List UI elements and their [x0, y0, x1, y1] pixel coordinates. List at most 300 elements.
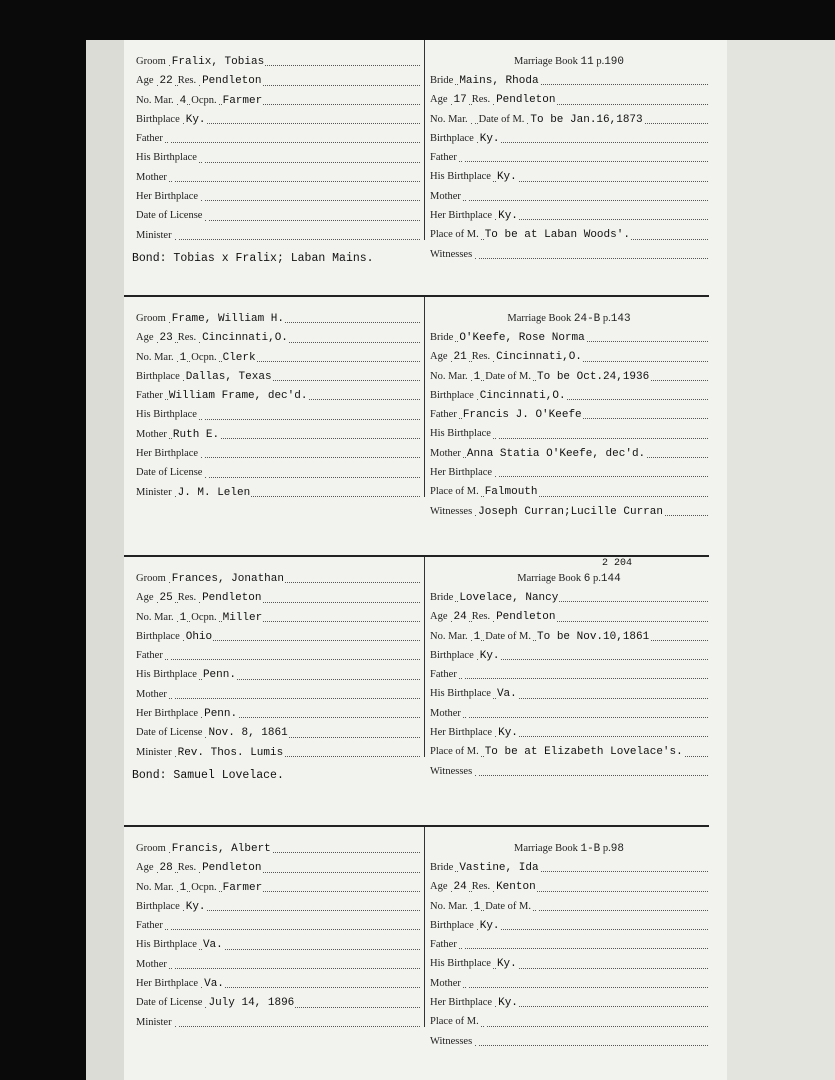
- field-row: [136, 129, 420, 148]
- field-label: Father: [430, 152, 457, 164]
- field-row: [136, 309, 420, 328]
- field-value: [177, 1017, 179, 1029]
- field-row: [136, 91, 420, 110]
- field-row: [136, 878, 420, 897]
- field-label: Mother: [136, 958, 167, 970]
- field-value: Farmer: [222, 881, 263, 894]
- field-label: Place of M.: [430, 746, 479, 758]
- field-label: Birthplace: [136, 900, 180, 912]
- field-label: Her Birthplace: [136, 191, 199, 203]
- field-value: Pendleton: [202, 75, 262, 88]
- field-row: [430, 71, 708, 90]
- bond-line: [132, 769, 284, 782]
- bride-column: [430, 839, 708, 1051]
- field-row: [430, 386, 708, 405]
- field-value: Ky.: [498, 727, 518, 740]
- field-label: Groom: [136, 573, 166, 584]
- field-value: 24: [453, 881, 467, 894]
- field-value: Mains, Rhoda: [459, 75, 539, 87]
- field-label: p.: [602, 313, 611, 324]
- field-row: [430, 167, 708, 186]
- field-row: [430, 684, 708, 703]
- field-label: Res.: [177, 592, 197, 604]
- field-label: His Birthplace: [136, 409, 197, 421]
- field-value: Ky.: [498, 210, 518, 223]
- field-value: [168, 650, 170, 662]
- field-value: [203, 191, 205, 203]
- field-value: 28: [159, 862, 173, 875]
- field-row: [136, 226, 420, 245]
- field-row: [430, 897, 708, 916]
- field-row: [136, 685, 420, 704]
- field-value: [168, 133, 170, 145]
- field-label: Mother: [136, 428, 167, 440]
- field-value: Rev. Thos. Lumis: [177, 746, 284, 759]
- field-value: 21: [453, 351, 467, 364]
- page-number: 190: [604, 56, 624, 68]
- field-value: [462, 669, 464, 681]
- field-label: Bride: [430, 332, 454, 343]
- field-label: Date of License: [136, 997, 203, 1009]
- field-row: [136, 1013, 420, 1032]
- field-label: His Birthplace: [430, 688, 491, 700]
- field-row: [430, 347, 708, 366]
- bond-label: Bond:: [132, 252, 167, 265]
- book-number: 6: [583, 573, 591, 585]
- page-number: 143: [610, 313, 631, 325]
- field-label: Date of M.: [478, 113, 525, 125]
- field-row: [430, 607, 708, 626]
- field-label: Minister: [136, 486, 172, 498]
- field-row: [136, 168, 420, 187]
- field-label: Res.: [471, 881, 491, 893]
- field-label: Age: [136, 75, 154, 87]
- field-row: [430, 665, 708, 684]
- field-label: Groom: [136, 843, 166, 854]
- field-label: Her Birthplace: [136, 708, 199, 720]
- field-label: Birthplace: [136, 630, 180, 642]
- field-row: [136, 935, 420, 954]
- column-divider: [424, 827, 425, 1027]
- field-value: Cincinnati,O.: [496, 351, 582, 364]
- field-row: [136, 627, 420, 646]
- field-row: [430, 627, 708, 646]
- field-value: [473, 114, 475, 126]
- field-row: [136, 993, 420, 1012]
- field-value: Falmouth: [484, 486, 538, 499]
- field-row: [136, 206, 420, 225]
- field-label: Minister: [136, 746, 172, 758]
- field-label: Birthplace: [430, 919, 474, 931]
- field-row: [430, 225, 708, 244]
- field-label: Date of License: [136, 467, 203, 479]
- field-value: [462, 152, 464, 164]
- bond-value: Tobias x Fralix; Laban Mains.: [173, 252, 374, 265]
- field-label: No. Mar.: [136, 611, 174, 623]
- field-value: 25: [159, 592, 173, 605]
- field-row: [136, 608, 420, 627]
- field-value: Penn.: [204, 708, 238, 721]
- field-value: Pendleton: [202, 862, 262, 875]
- field-value: Frances, Jonathan: [171, 573, 284, 585]
- field-row: [136, 425, 420, 444]
- field-label: Her Birthplace: [430, 997, 493, 1009]
- bride-column: [430, 52, 708, 264]
- field-value: [172, 689, 174, 701]
- field-row: [430, 148, 708, 167]
- field-label: Witnesses: [430, 248, 473, 260]
- field-label: Father: [136, 390, 163, 402]
- field-label: Birthplace: [136, 370, 180, 382]
- field-row: [430, 723, 708, 742]
- field-row: [430, 954, 708, 973]
- field-value: [536, 901, 538, 913]
- page-number: 98: [610, 843, 624, 855]
- field-row: [430, 877, 708, 896]
- field-value: To be at Laban Woods'.: [484, 229, 630, 242]
- field-label: Father: [136, 650, 163, 662]
- field-row: [430, 444, 708, 463]
- field-value: 24: [453, 611, 467, 624]
- field-value: To be Nov.10,1861: [537, 630, 650, 643]
- field-value: [462, 939, 464, 951]
- field-value: 1: [179, 351, 187, 364]
- field-row: [136, 52, 420, 71]
- field-label: Her Birthplace: [136, 448, 199, 460]
- field-label: Ocpn.: [191, 94, 217, 106]
- field-row: [136, 569, 420, 588]
- field-label: Bride: [430, 862, 454, 873]
- field-row: [136, 646, 420, 665]
- field-row: [136, 71, 420, 90]
- field-value: Fralix, Tobias: [171, 56, 265, 68]
- field-label: No. Mar.: [430, 630, 468, 642]
- bride-column: [430, 309, 708, 521]
- field-row: [136, 955, 420, 974]
- field-value: Cincinnati,O.: [479, 389, 566, 402]
- column-divider: [424, 297, 425, 497]
- field-label: Mother: [430, 190, 461, 202]
- field-row: [136, 187, 420, 206]
- field-label: Birthplace: [430, 389, 474, 401]
- bride-column: [430, 569, 708, 781]
- field-label: Groom: [136, 313, 166, 324]
- field-row: [136, 348, 420, 367]
- field-label: Her Birthplace: [136, 978, 199, 990]
- field-label: Age: [430, 611, 448, 623]
- field-row: [430, 424, 708, 443]
- field-row: [136, 704, 420, 723]
- bond-value: Samuel Lovelace.: [173, 769, 284, 782]
- field-label: Date of License: [136, 210, 203, 222]
- field-row: [430, 762, 708, 781]
- field-label: Marriage Book: [507, 313, 572, 324]
- column-divider: [424, 557, 425, 757]
- marriage-record-card: [124, 295, 709, 547]
- field-value: O'Keefe, Rose Norma: [459, 332, 585, 344]
- field-row: [430, 463, 708, 482]
- field-label: Res.: [471, 94, 491, 106]
- field-row: [430, 245, 708, 264]
- field-row: [430, 935, 708, 954]
- field-row: [430, 858, 708, 877]
- field-value: Pendleton: [496, 611, 556, 624]
- field-label: Birthplace: [136, 113, 180, 125]
- field-label: Father: [430, 669, 457, 681]
- field-row: [136, 405, 420, 424]
- field-value: Joseph Curran;Lucille Curran: [478, 505, 663, 518]
- right-margin: [727, 40, 835, 1080]
- groom-column: [136, 309, 420, 502]
- field-label: Minister: [136, 229, 172, 241]
- field-label: Bride: [430, 592, 454, 603]
- field-row: [430, 367, 708, 386]
- left-margin: [86, 40, 124, 1080]
- field-row: [136, 148, 420, 167]
- field-value: 1: [179, 611, 187, 624]
- field-value: Ky.: [185, 900, 206, 913]
- field-row: [430, 704, 708, 723]
- field-label: Birthplace: [430, 649, 474, 661]
- marriage-book-ref: [430, 309, 708, 328]
- field-value: [172, 959, 174, 971]
- field-label: p.: [602, 843, 611, 854]
- field-value: [168, 920, 170, 932]
- field-value: Nov. 8, 1861: [208, 727, 288, 740]
- field-row: [136, 743, 420, 762]
- field-label: Age: [136, 862, 154, 874]
- column-divider: [424, 40, 425, 240]
- field-row: [136, 483, 420, 502]
- field-label: Minister: [136, 1016, 172, 1028]
- field-label: Date of M.: [485, 370, 532, 382]
- field-label: Res.: [177, 332, 197, 344]
- field-label: No. Mar.: [430, 113, 468, 125]
- field-label: Her Birthplace: [430, 467, 493, 479]
- field-value: Cincinnati,O.: [202, 332, 288, 345]
- field-label: Her Birthplace: [430, 727, 493, 739]
- field-value: Dallas, Texas: [185, 370, 272, 383]
- field-value: [477, 1036, 479, 1048]
- field-label: Witnesses: [430, 505, 473, 517]
- field-label: Father: [136, 920, 163, 932]
- field-value: [497, 467, 499, 479]
- marriage-book-ref: [430, 839, 708, 858]
- field-row: [430, 742, 708, 761]
- field-row: [430, 482, 708, 501]
- field-label: Mother: [430, 977, 461, 989]
- field-label: Res.: [177, 75, 197, 87]
- field-label: Mother: [136, 171, 167, 183]
- field-value: Francis J. O'Keefe: [462, 409, 582, 422]
- field-value: [172, 172, 174, 184]
- field-value: Ky.: [496, 958, 517, 971]
- field-value: Ky.: [496, 171, 517, 184]
- field-value: 1: [179, 881, 187, 894]
- field-label: Place of M.: [430, 229, 479, 241]
- field-value: Frame, William H.: [171, 313, 284, 325]
- field-label: p.: [596, 56, 605, 67]
- field-row: [136, 897, 420, 916]
- field-label: Mother: [430, 707, 461, 719]
- field-value: 17: [453, 94, 467, 107]
- field-label: No. Mar.: [430, 900, 468, 912]
- field-label: Date of M.: [485, 630, 532, 642]
- field-value: Francis, Albert: [171, 843, 271, 855]
- field-row: [430, 405, 708, 424]
- field-label: Witnesses: [430, 1035, 473, 1047]
- field-value: [496, 428, 498, 440]
- field-row: [136, 588, 420, 607]
- field-value: [202, 409, 204, 421]
- field-row: [136, 367, 420, 386]
- field-value: William Frame, dec'd.: [168, 390, 308, 403]
- field-row: [430, 993, 708, 1012]
- groom-column: [136, 839, 420, 1032]
- field-value: Vastine, Ida: [459, 862, 539, 874]
- bond-label: Bond:: [132, 769, 167, 782]
- field-label: Groom: [136, 56, 166, 67]
- field-label: No. Mar.: [136, 351, 174, 363]
- field-value: J. M. Lelen: [177, 486, 251, 499]
- field-row: [430, 916, 708, 935]
- field-value: Farmer: [222, 94, 263, 107]
- field-label: His Birthplace: [430, 428, 491, 440]
- field-label: Res.: [177, 862, 197, 874]
- field-label: No. Mar.: [136, 94, 174, 106]
- field-value: [484, 1016, 486, 1028]
- field-row: [430, 90, 708, 109]
- field-value: 1: [473, 630, 481, 643]
- field-label: Age: [430, 94, 448, 106]
- field-value: Penn.: [202, 669, 236, 682]
- field-value: July 14, 1896: [208, 997, 295, 1010]
- field-row: [136, 386, 420, 405]
- marriage-book-ref: [430, 569, 708, 588]
- field-row: [430, 110, 708, 129]
- field-row: [136, 839, 420, 858]
- field-row: [136, 916, 420, 935]
- field-label: Her Birthplace: [430, 210, 493, 222]
- field-label: Marriage Book: [517, 573, 582, 584]
- field-value: Lovelace, Nancy: [459, 592, 559, 604]
- field-value: Ruth E.: [172, 428, 220, 441]
- field-row: [430, 1032, 708, 1051]
- field-label: Age: [430, 351, 448, 363]
- field-value: Ohio: [185, 630, 213, 643]
- scanned-page: [86, 40, 835, 1080]
- field-row: [136, 463, 420, 482]
- field-label: Marriage Book: [514, 56, 578, 67]
- field-value: [466, 708, 468, 720]
- field-label: Age: [136, 332, 154, 344]
- field-row: [136, 444, 420, 463]
- book-annotation: 2 204: [602, 558, 633, 569]
- field-value: [477, 249, 479, 261]
- field-value: Ky.: [185, 113, 206, 126]
- field-label: His Birthplace: [136, 939, 197, 951]
- field-value: [477, 766, 479, 778]
- field-row: [136, 665, 420, 684]
- field-value: 1: [473, 900, 481, 913]
- field-row: [430, 129, 708, 148]
- book-number: 1-B: [580, 843, 601, 855]
- field-label: Res.: [471, 611, 491, 623]
- field-label: No. Mar.: [136, 881, 174, 893]
- field-value: Va.: [202, 939, 223, 952]
- field-row: [430, 502, 708, 521]
- marriage-book-ref: [430, 52, 708, 71]
- field-row: [136, 328, 420, 347]
- field-value: 22: [159, 75, 173, 88]
- field-row: [430, 206, 708, 225]
- field-value: Miller: [222, 611, 263, 624]
- field-label: Marriage Book: [514, 843, 578, 854]
- field-label: p.: [593, 573, 601, 584]
- field-value: Pendleton: [496, 94, 556, 107]
- field-value: Clerk: [222, 351, 256, 364]
- field-value: [466, 191, 468, 203]
- marriage-record-card: [124, 825, 709, 1077]
- field-label: His Birthplace: [136, 669, 197, 681]
- field-value: 1: [473, 370, 481, 383]
- field-label: Father: [136, 133, 163, 145]
- field-value: [202, 152, 204, 164]
- field-label: Place of M.: [430, 486, 479, 498]
- field-label: Father: [430, 409, 457, 421]
- field-label: Age: [136, 592, 154, 604]
- page-number: 144: [600, 573, 621, 585]
- field-label: Ocpn.: [191, 611, 217, 623]
- field-value: [203, 448, 205, 460]
- field-row: [136, 974, 420, 993]
- field-label: Ocpn.: [191, 881, 217, 893]
- field-label: Father: [430, 939, 457, 951]
- field-value: Kenton: [496, 881, 536, 894]
- field-label: Mother: [136, 688, 167, 700]
- field-value: Va.: [496, 688, 517, 701]
- field-label: His Birthplace: [430, 958, 491, 970]
- field-label: His Birthplace: [136, 152, 197, 164]
- field-label: Date of License: [136, 727, 203, 739]
- field-row: [136, 858, 420, 877]
- field-row: [430, 646, 708, 665]
- field-row: [430, 974, 708, 993]
- field-row: [430, 328, 708, 347]
- book-number: 24-B: [573, 313, 601, 325]
- field-row: [430, 588, 708, 607]
- field-label: Birthplace: [430, 132, 474, 144]
- field-value: To be at Elizabeth Lovelace's.: [484, 746, 683, 759]
- field-value: To be Jan.16,1873: [530, 113, 643, 126]
- field-value: 23: [159, 332, 173, 345]
- field-value: [466, 978, 468, 990]
- field-row: [430, 187, 708, 206]
- field-value: To be Oct.24,1936: [537, 370, 650, 383]
- field-row: [136, 723, 420, 742]
- field-label: Place of M.: [430, 1016, 479, 1028]
- field-label: Res.: [471, 351, 491, 363]
- marriage-record-card: [124, 555, 709, 807]
- field-label: His Birthplace: [430, 171, 491, 183]
- book-number: 11: [580, 56, 594, 68]
- field-label: Date of M.: [485, 900, 532, 912]
- bond-line: [132, 252, 374, 265]
- field-label: Bride: [430, 75, 454, 86]
- field-value: Ky.: [498, 997, 518, 1010]
- field-value: Pendleton: [202, 592, 262, 605]
- field-row: [430, 1012, 708, 1031]
